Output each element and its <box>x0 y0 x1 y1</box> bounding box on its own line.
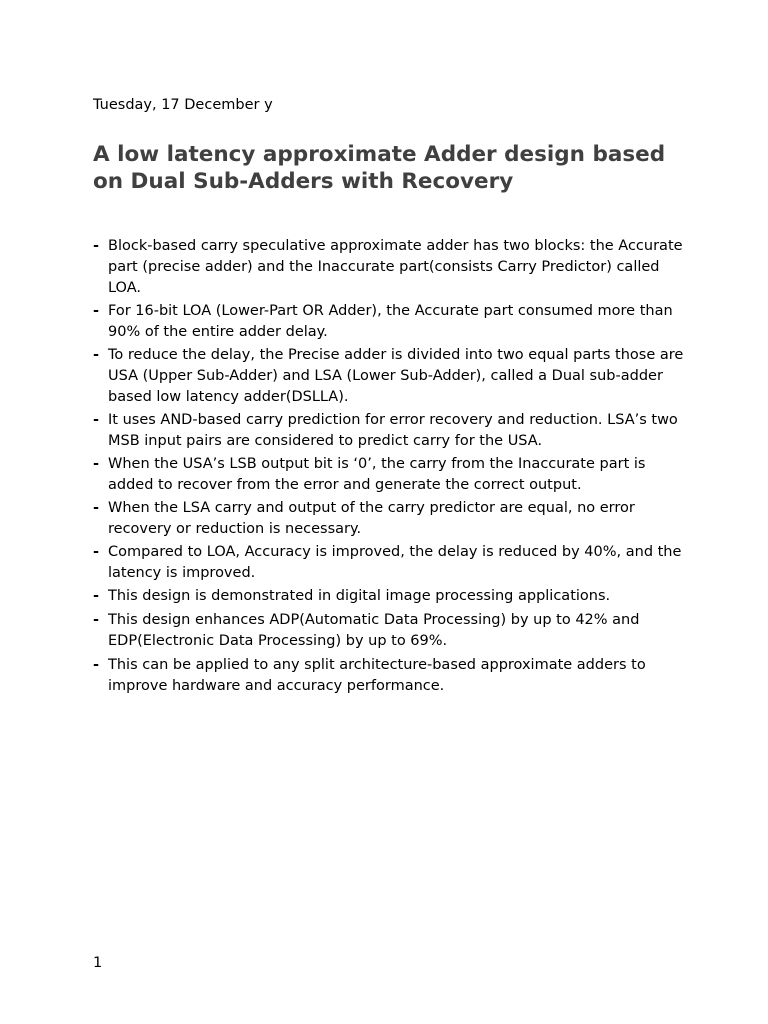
bullet-marker: - <box>93 500 100 516</box>
list-item-text: This can be applied to any split architecture-based approximate adders to improve hardware and accuracy performance. <box>108 657 646 694</box>
bullet-marker: - <box>93 412 100 428</box>
list-item <box>93 655 693 697</box>
list-item-text: For 16-bit LOA (Lower-Part OR Adder), the Accurate part consumed more than 90% of the entire adder delay. <box>108 303 673 340</box>
bullet-marker: - <box>93 588 100 604</box>
list-item <box>93 454 693 496</box>
list-item-text: This design enhances ADP(Automatic Data Processing) by up to 42% and EDP(Electronic Data Processing) by up to 69%. <box>108 612 640 649</box>
bullet-marker: - <box>93 456 100 472</box>
bullet-list <box>93 236 693 699</box>
bullet-marker: - <box>93 544 100 560</box>
bullet-marker: - <box>93 347 100 363</box>
page-title: A low latency approximate Adder design based on Dual Sub-Adders with Recovery <box>93 142 666 194</box>
list-item <box>93 410 693 452</box>
list-item-text: When the LSA carry and output of the carry predictor are equal, no error recovery or reduction is necessary. <box>108 500 635 537</box>
list-item <box>93 586 693 607</box>
bullet-marker: - <box>93 238 100 254</box>
bullet-marker: - <box>93 657 100 673</box>
page-number: 1 <box>93 955 103 971</box>
list-item <box>93 498 693 540</box>
list-item <box>93 542 693 584</box>
bullet-marker: - <box>93 303 100 319</box>
list-item <box>93 610 693 652</box>
list-item-text: Block-based carry speculative approximate adder has two blocks: the Accurate part (precise adder) and the Inaccurate part(consists Carry Predictor) called LOA. <box>108 238 683 296</box>
list-item-text: This design is demonstrated in digital image processing applications. <box>108 588 611 604</box>
list-item-text: To reduce the delay, the Precise adder is divided into two equal parts those are USA (Upper Sub-Adder) and LSA (Lower Sub-Adder), called a Dual sub-adder based low latency adder(DSLLA). <box>108 347 684 405</box>
page-date: Tuesday, 17 December y <box>93 97 273 113</box>
list-item <box>93 236 693 299</box>
list-item-text: It uses AND-based carry prediction for error recovery and reduction. LSA’s two MSB input pairs are considered to predict carry for the USA. <box>108 412 678 449</box>
list-item <box>93 301 693 343</box>
list-item-text: When the USA’s LSB output bit is ‘0’, the carry from the Inaccurate part is added to recover from the error and generate the correct output. <box>108 456 646 493</box>
bullet-marker: - <box>93 612 100 628</box>
list-item-text: Compared to LOA, Accuracy is improved, the delay is reduced by 40%, and the latency is improved. <box>108 544 682 581</box>
list-item <box>93 345 693 408</box>
